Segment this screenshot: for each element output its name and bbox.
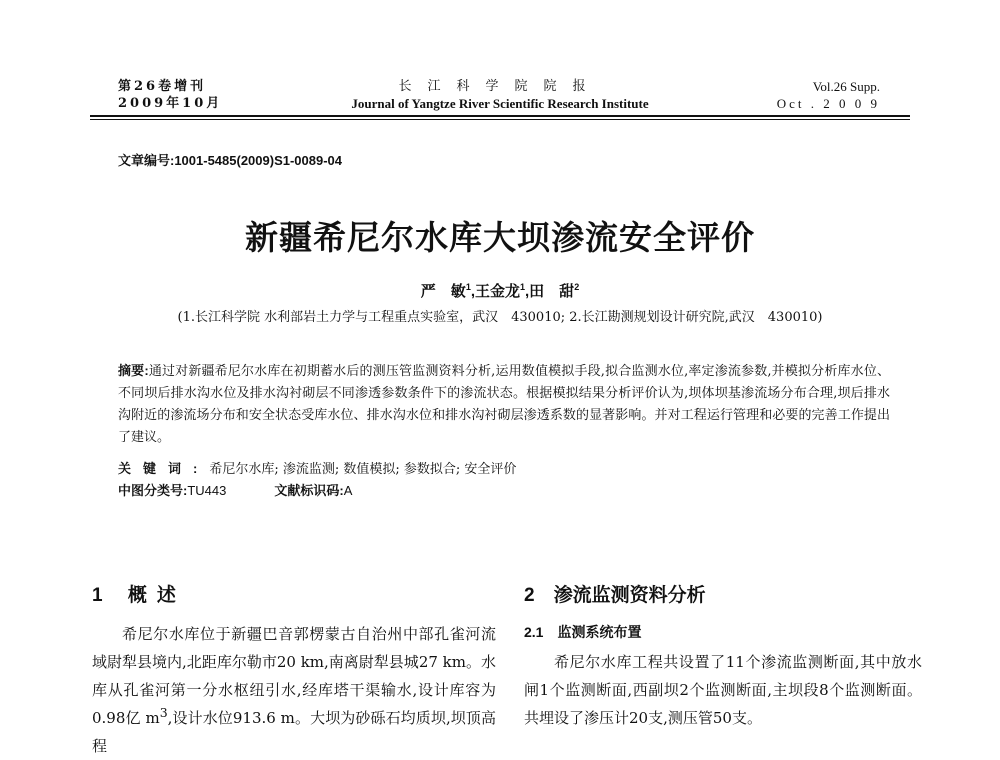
section-2-1-paragraph: 希尼尔水库工程共设置了11个渗流监测断面,其中放水闸1个监测断面,西副坝2个监测断面,主坝段8个监测断面。共埋设了渗压计20支,测压管50支。: [524, 653, 922, 727]
classification: [118, 480, 352, 499]
clc-value: TU443: [187, 483, 227, 498]
author-3-sup: 2: [574, 282, 580, 292]
doc-code-value: A: [343, 483, 353, 498]
author-1-sup: 1: [465, 282, 471, 292]
section-1-text: 希尼尔水库位于新疆巴音郭楞蒙古自治州中部孔雀河流域尉犁县境内,北距库尔勒市20 km,南离尉犁县城27 km。水库从孔雀河第一分水枢纽引水,经库塔干渠输水,设计库容为0.98亿 m: [92, 625, 496, 727]
clc-label: 中图分类号:: [118, 483, 188, 498]
journal-en: Journal of Yangtze River Scientific Research Institute: [351, 96, 649, 111]
keywords-label: 关键词:: [118, 461, 210, 476]
header-right: [777, 78, 880, 112]
section-2-1-title: 2.1 监测系统布置: [524, 624, 642, 640]
header-rule: [90, 115, 910, 117]
author-3: ,田 甜: [525, 283, 575, 300]
volume-en: Vol.26 Supp.: [812, 79, 880, 94]
keywords: [118, 458, 516, 477]
article-number: 文章编号:1001-5485(2009)S1-0089-04: [118, 153, 343, 168]
section-1-sup: 3: [159, 705, 168, 720]
paper-title: 新疆希尼尔水库大坝渗流安全评价: [245, 218, 755, 257]
section-1-paragraph: [92, 620, 496, 760]
authors: [0, 280, 1000, 301]
section-1-title: 1 概述: [92, 585, 186, 606]
volume-cn: 第26卷增刊: [118, 79, 207, 94]
abstract-label: 摘要:: [118, 363, 149, 378]
journal-cn: 长江科学院院报: [398, 79, 602, 94]
abstract-text: 通过对新疆希尼尔水库在初期蓄水后的测压管监测资料分析,运用数值模拟手段,拟合监测水位,率定渗流参数,并模拟分析库水位、不同坝后排水沟水位及排水沟衬砌层不同渗透参数条件下的渗流状态。根据模拟结果分析评价认为,坝体坝基渗流场分布合理,坝后排水沟附近的渗流场分布和安全状态受库水位、排水沟水位和排水沟衬砌层渗透系数的显著影响。并对工程运行管理和必要的完善工作提出了建议。: [118, 364, 890, 445]
date-cn: 2009年10月: [118, 96, 223, 111]
author-1: 严 敏: [420, 283, 466, 300]
header-left: [118, 78, 222, 112]
doc-code-label: 文献标识码:: [274, 483, 344, 498]
section-1-text-end: ,设计水位913.6 m。大坝为砂砾石均质坝,坝顶高程: [92, 709, 497, 755]
header-rule-thin: [90, 119, 910, 120]
abstract: [118, 360, 890, 449]
author-2-sup: 1: [520, 282, 526, 292]
header-center: [300, 78, 700, 112]
affiliation: (1.长江科学院 水利部岩土力学与工程重点实验室，武汉 430010; 2.长江勘测规划设计研究院,武汉 430010): [177, 310, 823, 325]
date-en: Oct . 2 0 0 9: [776, 96, 880, 111]
keywords-text: 希尼尔水库; 渗流监测; 数值模拟; 参数拟合; 安全评价: [209, 462, 517, 477]
author-2: ,王金龙: [470, 283, 520, 300]
section-2-title: 2 渗流监测资料分析: [524, 585, 706, 606]
